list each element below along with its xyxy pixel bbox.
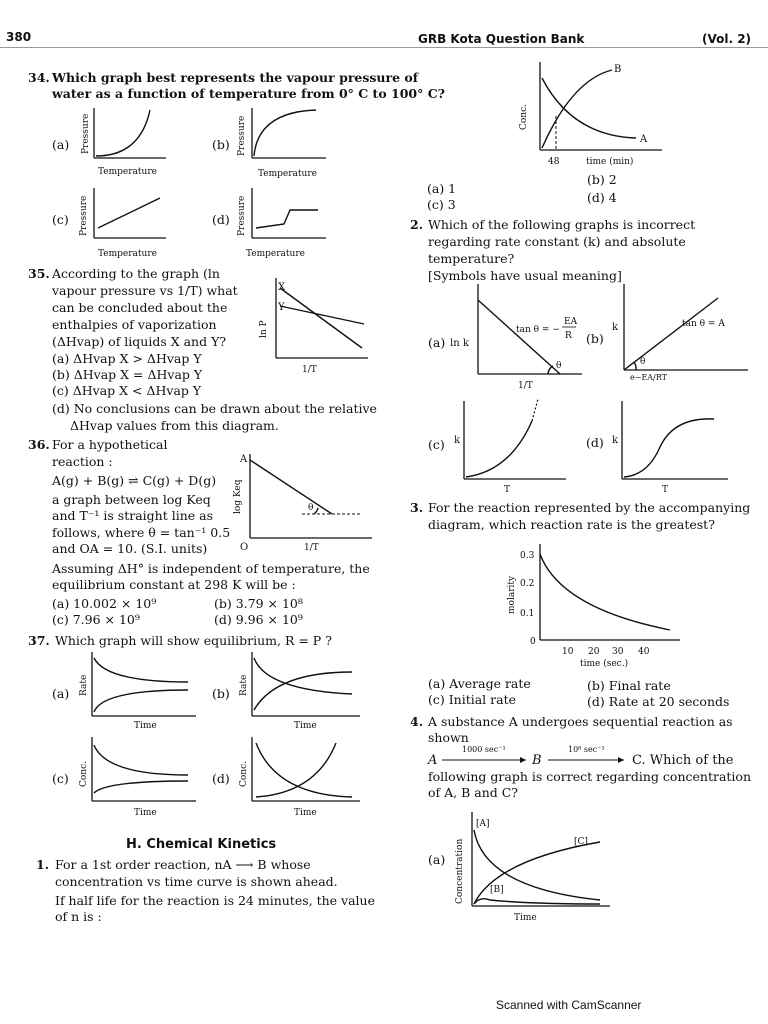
q34-text-line1: Which graph best represents the vapour pressure of <box>52 70 419 85</box>
k1-tick-48: 48 <box>548 157 560 167</box>
k3-line2: diagram, which reaction rate is the greatest? <box>428 517 715 532</box>
q37-option-b: (b) <box>212 686 230 701</box>
k1-option-c: (c) 3 <box>427 197 456 212</box>
q34-graph-a <box>80 104 170 179</box>
k2a-tan: tan θ = − <box>516 325 560 335</box>
k2b-tan: tan θ = A <box>682 319 725 329</box>
q34c-ylabel: Pressure <box>79 195 89 236</box>
q35-line2: vapour pressure vs 1/T) what <box>52 283 238 298</box>
k2b-ylabel: k <box>612 322 619 333</box>
k4-label-a: [A] <box>476 819 490 829</box>
q34-graph-b <box>236 104 336 179</box>
k4-option-a: (a) <box>428 852 446 867</box>
scanner-watermark: Scanned with CamScanner <box>496 998 642 1012</box>
k3-xlabel: time (sec.) <box>580 659 629 669</box>
k3-ytick-03: 0.3 <box>520 551 535 561</box>
q35-option-a: (a) ΔHvap X > ΔHvap Y <box>52 351 202 366</box>
q35-line4: enthalpies of vaporization <box>52 317 217 332</box>
q36-option-c: (c) 7.96 × 10⁹ <box>52 612 140 627</box>
k3-number: 3. <box>410 500 424 515</box>
q37-option-a: (a) <box>52 686 70 701</box>
k4-line2: shown <box>428 730 469 745</box>
q34a-ylabel: Pressure <box>81 113 91 154</box>
q35-xlabel: 1/T <box>302 365 317 375</box>
q36-point-a: A <box>240 454 248 465</box>
q34b-xlabel: Temperature <box>258 169 317 179</box>
q37c-xlabel: Time <box>134 808 157 818</box>
k4-label-c: [C] <box>574 837 588 847</box>
q34-option-a: (a) <box>52 137 70 152</box>
k3-option-c: (c) Initial rate <box>428 692 517 707</box>
k1-xlabel: time (min) <box>586 157 634 167</box>
k1-graph <box>512 56 692 176</box>
q34-graph-d <box>236 184 336 259</box>
q36-line5: and T⁻¹ is straight line as <box>52 508 213 523</box>
q34a-xlabel: Temperature <box>98 167 157 177</box>
k2a-r: R <box>565 331 572 341</box>
q34-option-b: (b) <box>212 137 230 152</box>
k3-graph <box>500 540 690 670</box>
k1-number: 1. <box>36 857 50 872</box>
k4-line1: A substance A undergoes sequential reaction as <box>428 714 733 729</box>
q36-xlabel: 1/T <box>304 543 319 553</box>
q35-option-c: (c) ΔHvap X < ΔHvap Y <box>52 383 202 398</box>
k1-line1: For a 1st order reaction, nA ⟶ B whose <box>55 857 311 872</box>
k2-number: 2. <box>410 217 424 232</box>
page-number: 380 <box>6 30 32 44</box>
q36-origin: O <box>240 542 249 553</box>
q37-option-c: (c) <box>52 771 69 786</box>
q34d-xlabel: Temperature <box>246 249 305 259</box>
k1-line2: concentration vs time curve is shown ahead. <box>55 874 338 889</box>
section-heading: H. Chemical Kinetics <box>126 837 277 852</box>
q35-line5: (ΔHvap) of liquids X and Y? <box>52 334 227 349</box>
k4-graph-a <box>450 808 620 928</box>
k2a-ea: EA <box>564 317 578 327</box>
k2-option-d: (d) <box>586 435 604 450</box>
k2-graph-c <box>450 395 590 495</box>
k4-rate-k2: 10⁸ sec⁻¹ <box>568 745 605 754</box>
k2-line2: regarding rate constant (k) and absolute <box>428 234 686 249</box>
k4-line4: of A, B and C? <box>428 785 519 800</box>
q35-label-y: Y <box>278 302 285 313</box>
q34-option-c: (c) <box>52 212 69 227</box>
k3-xtick-30: 30 <box>612 647 624 657</box>
k4-line3: following graph is correct regarding concentration <box>428 769 752 784</box>
k2-option-b: (b) <box>586 331 604 346</box>
q37b-ylabel: Rate <box>239 674 249 696</box>
q36-line9: equilibrium constant at 298 K will be : <box>52 577 296 592</box>
header-rule <box>0 47 768 48</box>
q34-graph-c <box>78 184 173 259</box>
k1-option-d: (d) 4 <box>587 190 617 205</box>
k3-option-d: (d) Rate at 20 seconds <box>587 694 730 709</box>
k3-ytick-01: 0.1 <box>520 609 535 619</box>
k3-line1: For the reaction represented by the accompanying <box>428 500 751 515</box>
q37a-ylabel: Rate <box>79 674 89 696</box>
q37a-xlabel: Time <box>134 721 157 731</box>
k4-species-b: B <box>532 753 542 768</box>
q37-text: Which graph will show equilibrium, R = P ? <box>55 633 332 648</box>
q36-line6: follows, where θ = tan⁻¹ 0.5 <box>52 525 231 540</box>
k2-graph-d <box>608 395 748 495</box>
q36-line3: A(g) + B(g) ⇌ C(g) + D(g) <box>52 473 217 488</box>
k1-ylabel: Conc. <box>519 103 529 130</box>
q36-line1: For a hypothetical <box>52 437 168 452</box>
k2c-xlabel: T <box>504 485 511 495</box>
q35-line3: can be concluded about the <box>52 300 228 315</box>
q36-option-a: (a) 10.002 × 10⁹ <box>52 596 157 611</box>
q34b-ylabel: Pressure <box>237 115 247 156</box>
k1-curve-b: B <box>614 64 622 75</box>
book-title: GRB Kota Question Bank <box>418 32 585 46</box>
k2-line1: Which of the following graphs is incorrect <box>428 217 696 232</box>
q35-line1: According to the graph (ln <box>52 266 220 281</box>
q37d-ylabel: Conc. <box>239 760 249 787</box>
k4-species-a: A <box>428 753 438 768</box>
k2c-ylabel: k <box>454 435 461 446</box>
k4-reaction-scheme <box>428 740 748 770</box>
q37-graph-b <box>236 650 366 730</box>
k2d-ylabel: k <box>612 435 619 446</box>
q36-option-d: (d) 9.96 × 10⁹ <box>214 612 303 627</box>
k2-line4: [Symbols have usual meaning] <box>428 268 622 283</box>
k2a-xlabel: 1/T <box>518 381 533 391</box>
q34-option-d: (d) <box>212 212 230 227</box>
q37-graph-d <box>236 735 366 818</box>
k2-line3: temperature? <box>428 251 515 266</box>
k3-xtick-20: 20 <box>588 647 600 657</box>
q36-option-b: (b) 3.79 × 10⁸ <box>214 596 303 611</box>
q35-ylabel: ln P <box>259 320 269 338</box>
k3-option-b: (b) Final rate <box>587 678 671 693</box>
k1-option-a: (a) 1 <box>427 181 457 196</box>
k1-line4: of n is : <box>55 909 102 924</box>
q37c-ylabel: Conc. <box>79 760 89 787</box>
q36-line8: Assuming ΔH° is independent of temperature, the <box>52 561 370 576</box>
k4-number: 4. <box>410 714 424 729</box>
k4-rate-k1: 1000 sec⁻¹ <box>462 745 506 754</box>
k2a-theta: θ <box>556 361 562 371</box>
q35-option-d-line1: (d) No conclusions can be drawn about the relative <box>52 401 377 416</box>
k2-graph-b <box>608 280 758 395</box>
k2a-ylabel: ln k <box>450 338 469 349</box>
q36-line7: and OA = 10. (S.I. units) <box>52 541 208 556</box>
q35-number: 35. <box>28 266 50 281</box>
q35-option-d-line2: ΔHvap values from this diagram. <box>70 418 279 433</box>
k3-xtick-10: 10 <box>562 647 574 657</box>
q37d-xlabel: Time <box>294 808 317 818</box>
k2-option-a: (a) <box>428 335 446 350</box>
q34c-xlabel: Temperature <box>98 249 157 259</box>
k4-label-b: [B] <box>490 885 504 895</box>
q37-number: 37. <box>28 633 50 648</box>
q37b-xlabel: Time <box>294 721 317 731</box>
k2d-xlabel: T <box>662 485 669 495</box>
volume-label: (Vol. 2) <box>702 32 752 46</box>
k4-xlabel: Time <box>514 913 537 923</box>
k2-option-c: (c) <box>428 437 445 452</box>
k3-option-a: (a) Average rate <box>428 676 531 691</box>
q35-label-x: X <box>278 282 286 293</box>
k4-ylabel: Concentration <box>455 838 465 904</box>
q37-graph-a <box>76 650 201 730</box>
q36-theta: θ <box>308 503 314 513</box>
k3-ylabel: molarity <box>507 575 517 614</box>
q34d-ylabel: Pressure <box>237 195 247 236</box>
k1-line3: If half life for the reaction is 24 minutes, the value <box>55 893 375 908</box>
q35-option-b: (b) ΔHvap X = ΔHvap Y <box>52 367 203 382</box>
k1-option-b: (b) 2 <box>587 172 617 187</box>
q36-ylabel: log Keq <box>233 479 243 514</box>
q36-line4: a graph between log Keq <box>52 492 211 507</box>
k1-curve-a: A <box>640 134 648 145</box>
k2b-theta: θ <box>640 357 646 367</box>
k3-xtick-40: 40 <box>638 647 650 657</box>
q34-text-line2: water as a function of temperature from 0° C to 100° C? <box>52 86 445 101</box>
k3-ytick-0: 0 <box>530 637 536 647</box>
k2b-exp: e−EA/RT <box>630 373 667 382</box>
q36-graph <box>232 450 377 555</box>
q34-number: 34. <box>28 70 50 85</box>
q37-graph-c <box>76 735 201 818</box>
q36-number: 36. <box>28 437 50 452</box>
k2-graph-a <box>450 280 590 395</box>
q37-option-d: (d) <box>212 771 230 786</box>
q35-graph <box>256 272 376 377</box>
k3-ytick-02: 0.2 <box>520 579 535 589</box>
q36-line2: reaction : <box>52 454 113 469</box>
k4-species-c: C. Which of the <box>632 753 734 768</box>
